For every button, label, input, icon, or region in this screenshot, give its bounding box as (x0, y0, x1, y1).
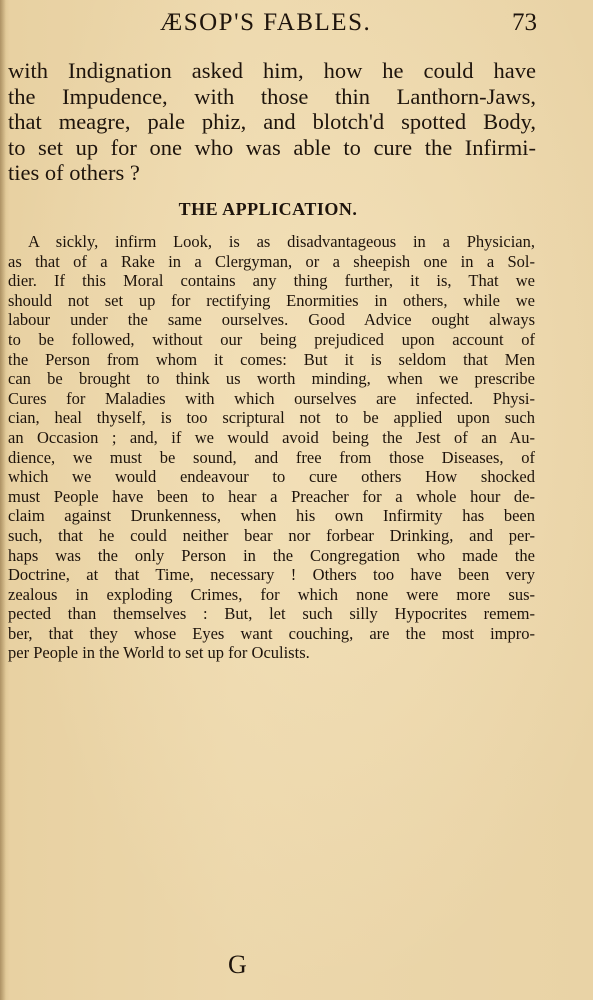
section-heading: THE APPLICATION. (178, 199, 358, 219)
text-line: must People have been to hear a Preacher for a whole hour de- (8, 486, 535, 506)
text-line: to be followed, without our being prejudiced upon account of (8, 329, 535, 349)
text-line: ber, that they whose Eyes want couching, are the most impro- (8, 623, 535, 643)
page-gutter-shadow (0, 0, 6, 1000)
text-line: ties of others ? (8, 160, 140, 185)
running-head (0, 6, 593, 40)
text-line: which we would endeavour to cure others How shocked (8, 467, 535, 487)
text-line: such, that he could neither bear nor forbear Drinking, and per- (8, 525, 535, 545)
text-line: cian, heal thyself, is too scriptural not to be applied upon such (8, 408, 535, 428)
text-line: as that of a Rake in a Clergyman, or a sheepish one in a Sol- (8, 251, 535, 271)
text-line: dience, we must be sound, and free from those Diseases, of (8, 447, 535, 467)
text-line: dier. If this Moral contains any thing further, it is, That we (8, 271, 535, 291)
text-line: per People in the World to set up for Oculists. (8, 643, 310, 663)
running-title: ÆSOP'S FABLES. (160, 9, 372, 36)
application-text (8, 232, 535, 663)
text-line: claim against Drunkenness, when his own Infirmity has been (8, 506, 535, 526)
text-line: the Impudence, with those thin Lanthorn-Jaws, (8, 83, 536, 109)
text-line: haps was the only Person in the Congregation who made the (8, 545, 535, 565)
text-line: labour under the same ourselves. Good Advice ought always (8, 310, 535, 330)
text-line: pected than themselves : But, let such silly Hypocrites remem- (8, 604, 535, 624)
text-line: to set up for one who was able to cure the Infirmi- (8, 134, 536, 160)
fable-text-continued (8, 58, 536, 186)
text-line: zealous in exploding Crimes, for which none were more sus- (8, 584, 535, 604)
page-number: 73 (512, 9, 537, 36)
text-line: should not set up for rectifying Enormities in others, while we (8, 290, 535, 310)
text-line: the Person from whom it comes: But it is seldom that Men (8, 349, 535, 369)
signature-mark: G (228, 950, 247, 979)
text-line: can be brought to think us worth minding, when we prescribe (8, 369, 535, 389)
text-line: that meagre, pale phiz, and blotch'd spotted Body, (8, 109, 536, 134)
text-line: with Indignation asked him, how he could have (8, 58, 536, 83)
text-line: Cures for Maladies with which ourselves are infected. Physi- (8, 388, 535, 408)
text-line: A sickly, infirm Look, is as disadvantageous in a Physician, (28, 232, 535, 251)
text-line: an Occasion ; and, if we would avoid being the Jest of an Au- (8, 427, 535, 447)
text-line: Doctrine, at that Time, necessary ! Others too have been very (8, 565, 535, 585)
